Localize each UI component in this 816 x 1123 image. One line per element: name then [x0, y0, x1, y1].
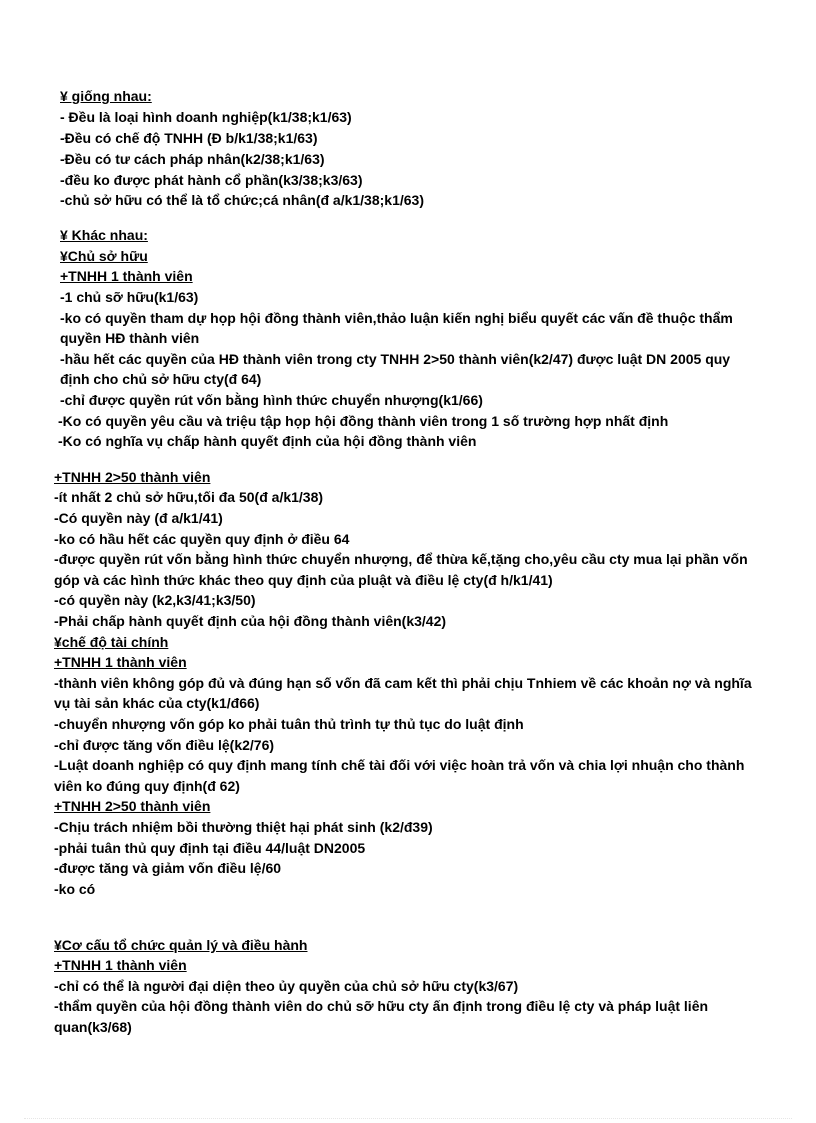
text-line: -phải tuân thủ quy định tại điều 44/luật DN2005	[54, 840, 366, 856]
group-heading-two-fifty: +TNHH 2>50 thành viên	[54, 469, 211, 485]
list-item: - Đều là loại hình doanh nghiệp(k1/38;k1/63)	[60, 109, 352, 125]
text-line: -ko có hầu hết các quyền quy định ở điều 64	[54, 531, 350, 547]
text-line: -ko có quyền tham dự họp hội đồng thành viên,thảo luận kiến nghị biểu quyết các vấn đề thuộc thẩm	[60, 310, 733, 326]
text-line: quan(k3/68)	[54, 1019, 132, 1035]
text-line: -chỉ được tăng vốn điều lệ(k2/76)	[54, 737, 275, 753]
text-line: -chuyển nhượng vốn góp ko phải tuân thủ trình tự thủ tục do luật định	[54, 716, 524, 732]
text-line: viên ko đúng quy định(đ 62)	[54, 778, 240, 794]
text-line: vụ tài sản khác của cty(k1/đ66)	[54, 695, 260, 711]
text-line: góp và các hình thức khác theo quy định của pluật và điều lệ cty(đ h/k1/41)	[54, 572, 553, 588]
group-heading-one-member: +TNHH 1 thành viên	[60, 268, 193, 284]
subsection-heading-ownership: ¥Chủ sở hữu	[60, 248, 148, 264]
text-line: -Có quyền này (đ a/k1/41)	[54, 510, 223, 526]
text-line: -Phải chấp hành quyết định của hội đồng thành viên(k3/42)	[54, 613, 447, 629]
text-line: -ít nhất 2 chủ sở hữu,tối đa 50(đ a/k1/38)	[54, 489, 324, 505]
text-line: -được quyền rút vốn bằng hình thức chuyển nhượng, để thừa kế,tặng cho,yêu cầu cty mua lại phần vốn	[54, 551, 748, 567]
subsection-heading-management: ¥Cơ cấu tổ chức quản lý và điều hành	[54, 937, 308, 953]
text-line: -thành viên không góp đủ và đúng hạn số vốn đã cam kết thì phải chịu Tnhiem về các khoản nợ và nghĩa	[54, 675, 752, 691]
list-item: -đều ko được phát hành cổ phần(k3/38;k3/63)	[60, 172, 363, 188]
text-line: -Ko có nghĩa vụ chấp hành quyết định của hội đồng thành viên	[58, 433, 477, 449]
page-bottom-divider	[24, 1118, 792, 1119]
subsection-heading-finance: ¥chế độ tài chính	[54, 634, 169, 650]
text-line: định cho chủ sở hữu cty(đ 64)	[60, 371, 262, 387]
text-line: -Chịu trách nhiệm bồi thường thiệt hại phát sinh (k2/đ39)	[54, 819, 433, 835]
text-line: quyền HĐ thành viên	[60, 330, 200, 346]
list-item: -chủ sở hữu có thể là tổ chức;cá nhân(đ a/k1/38;k1/63)	[60, 192, 424, 208]
section-heading-similarities: ¥ giống nhau:	[60, 88, 152, 104]
group-heading-one-member: +TNHH 1 thành viên	[54, 654, 187, 670]
section-heading-differences: ¥ Khác nhau:	[60, 227, 148, 243]
text-line: -thẩm quyền của hội đồng thành viên do chủ sỡ hữu cty ấn định trong điều lệ cty và pháp luật liên	[54, 998, 709, 1014]
text-line: -ko có	[54, 881, 96, 897]
text-line: -Luật doanh nghiệp có quy định mang tính chế tài đối với việc hoàn trả vốn và chia lợi nhuận cho thành	[54, 757, 745, 773]
list-item: -Đều có chế độ TNHH (Đ b/k1/38;k1/63)	[60, 130, 318, 146]
group-heading-two-fifty: +TNHH 2>50 thành viên	[54, 798, 211, 814]
text-line: -có quyền này (k2,k3/41;k3/50)	[54, 592, 256, 608]
text-line: -1 chủ sỡ hữu(k1/63)	[60, 289, 199, 305]
text-line: -được tăng và giảm vốn điều lệ/60	[54, 860, 282, 876]
text-line: -Ko có quyền yêu cầu và triệu tập họp hội đồng thành viên trong 1 số trường hợp nhất định	[58, 413, 669, 429]
group-heading-one-member: +TNHH 1 thành viên	[54, 957, 187, 973]
list-item: -Đều có tư cách pháp nhân(k2/38;k1/63)	[60, 151, 325, 167]
text-line: -chỉ có thể là người đại diện theo ủy quyền của chủ sở hữu cty(k3/67)	[54, 978, 519, 994]
text-line: -hầu hết các quyền của HĐ thành viên trong cty TNHH 2>50 thành viên(k2/47) được luật DN 2005 quy	[60, 351, 731, 367]
text-line: -chỉ được quyền rút vốn bằng hình thức chuyển nhượng(k1/66)	[60, 392, 483, 408]
